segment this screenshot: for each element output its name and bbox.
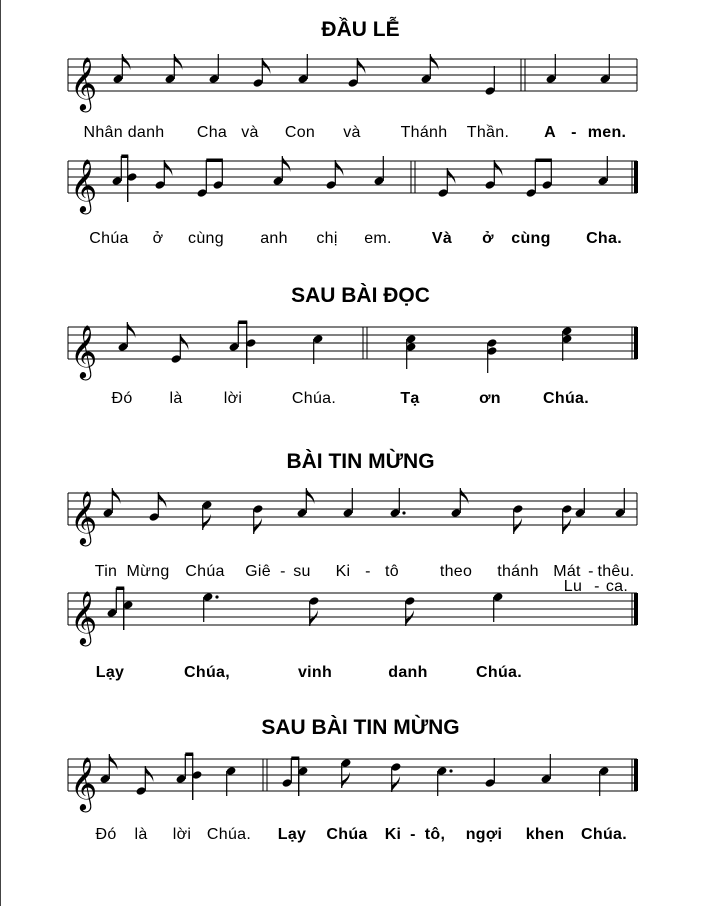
note-flag <box>306 488 314 504</box>
lyric-syllable: Thần. <box>466 124 510 141</box>
note-flag <box>310 610 318 626</box>
treble-clef: 𝄞 <box>70 490 98 544</box>
note-flag <box>262 58 270 74</box>
note-flag <box>447 168 455 184</box>
lyric-syllable: Chúa <box>326 826 368 843</box>
note-flag <box>145 766 153 782</box>
lyric-syllable: ngợi <box>465 826 503 843</box>
treble-clef: 𝄞 <box>70 56 98 110</box>
note-flag <box>254 518 262 534</box>
lyric-syllable: Chúa. <box>206 826 252 843</box>
title-bai-tin-mung: BÀI TIN MỪNG <box>286 450 435 473</box>
lyric-syllable: vinh <box>297 664 333 681</box>
lyric-syllable: là <box>134 826 148 843</box>
lyric-syllable: Chúa <box>89 230 129 247</box>
lyric-syllable: lời <box>172 826 192 843</box>
staff-bai-tin-mung-1 <box>0 482 721 552</box>
lyric-syllable: Chúa. <box>476 664 522 681</box>
lyric-syllable: Đó <box>111 390 133 407</box>
lyric-syllable: Nhân danh <box>83 124 165 141</box>
lyric-syllable: thêu. <box>597 563 635 580</box>
final-barline-thick <box>634 759 638 791</box>
note-flag <box>158 492 166 508</box>
lyric-syllable: tô, <box>424 826 446 843</box>
staff-dau-le-2 <box>0 150 721 220</box>
note-beam <box>291 757 299 761</box>
note-flag <box>122 54 130 70</box>
treble-clef: 𝄞 <box>70 324 98 378</box>
lyric-syllable: Tạ <box>400 390 420 407</box>
lyric-syllable: Chúa, <box>184 664 230 681</box>
treble-clef: 𝄞 <box>70 590 98 644</box>
lyric-syllable: cùng <box>511 230 551 247</box>
note-flag <box>112 488 120 504</box>
treble-clef: 𝄞 <box>70 158 98 212</box>
lyric-syllable: Mát <box>553 563 581 580</box>
lyric-syllable: - <box>594 578 600 595</box>
augmentation-dot <box>449 769 452 772</box>
lyric-syllable: cùng <box>188 230 224 247</box>
note-flag <box>392 776 400 792</box>
lyric-syllable: Mừng <box>126 563 170 580</box>
lyric-syllable: khen <box>525 826 565 843</box>
note-flag <box>494 160 502 176</box>
note-flag <box>164 160 172 176</box>
lyric-syllable: anh <box>260 230 288 247</box>
note-beam <box>116 587 124 591</box>
lyric-syllable: lời <box>223 390 243 407</box>
lyric-syllable: ca. <box>605 578 629 595</box>
note-flag <box>203 514 211 530</box>
lyric-syllable: Lạy <box>95 664 125 681</box>
lyric-syllable: Cha <box>196 124 228 141</box>
lyric-syllable: Lạy <box>277 826 307 843</box>
final-barline-thick <box>634 161 638 193</box>
note-beam <box>206 159 223 163</box>
lyric-syllable: - <box>410 826 416 843</box>
note-flag <box>563 518 571 534</box>
note-flag <box>282 156 290 172</box>
lyric-syllable: - <box>280 563 286 580</box>
lyric-syllable: và <box>343 124 361 141</box>
note-beam <box>185 753 193 757</box>
note-beam <box>535 159 552 163</box>
staff-sau-bai-tin-mung <box>0 748 721 818</box>
lyric-syllable: danh <box>388 664 428 681</box>
note-flag <box>342 772 350 788</box>
lyric-syllable: tô <box>385 563 399 580</box>
lyric-syllable: Cha. <box>586 230 622 247</box>
lyric-syllable: Thánh <box>400 124 448 141</box>
lyric-syllable: em. <box>364 230 392 247</box>
note-flag <box>180 334 188 350</box>
lyric-syllable: Ki <box>384 826 402 843</box>
lyric-syllable: Chúa. <box>581 826 627 843</box>
note-flag <box>406 610 414 626</box>
lyric-syllable: ở <box>482 230 494 247</box>
lyric-syllable: chị <box>316 230 338 247</box>
augmentation-dot <box>402 511 405 514</box>
lyric-syllable: Chúa. <box>543 390 589 407</box>
lyric-syllable: Con <box>284 124 316 141</box>
lyric-syllable: Chúa. <box>291 390 337 407</box>
note-flag <box>357 58 365 74</box>
lyric-syllable: Đó <box>95 826 117 843</box>
lyric-syllable: ơn <box>479 390 501 407</box>
lyric-syllable: Chúa <box>185 563 225 580</box>
lyric-syllable: - <box>365 563 371 580</box>
final-barline-thick <box>634 327 638 359</box>
title-sau-bai-doc: SAU BÀI ĐỌC <box>291 284 430 307</box>
lyric-syllable: Tin <box>94 563 118 580</box>
lyric-syllable: - <box>571 124 577 141</box>
title-sau-bai-tin-mung: SAU BÀI TIN MỪNG <box>261 716 460 739</box>
lyric-syllable: thánh <box>497 563 539 580</box>
title-dau-le: ĐẦU LỄ <box>321 18 400 41</box>
note-beam <box>121 155 128 159</box>
lyric-syllable: men. <box>587 124 627 141</box>
lyric-syllable: và <box>241 124 259 141</box>
lyric-syllable: A <box>544 124 556 141</box>
lyric-syllable: - <box>588 563 594 580</box>
treble-clef: 𝄞 <box>70 756 98 810</box>
augmentation-dot <box>215 595 218 598</box>
note-flag <box>335 160 343 176</box>
note-flag <box>174 54 182 70</box>
lyric-syllable: Giê <box>245 563 271 580</box>
staff-sau-bai-doc <box>0 316 721 386</box>
final-barline-thick <box>634 593 638 625</box>
lyric-syllable: theo <box>439 563 473 580</box>
lyric-syllable: ở <box>152 230 164 247</box>
lyric-syllable: su <box>293 563 311 580</box>
lyric-syllable: Ki <box>335 563 351 580</box>
note-flag <box>109 754 117 770</box>
note-flag <box>430 54 438 70</box>
note-beam <box>238 321 247 325</box>
note-flag <box>460 488 468 504</box>
lyric-syllable: Và <box>431 230 453 247</box>
lyric-syllable: là <box>169 390 183 407</box>
note-flag <box>514 518 522 534</box>
note-flag <box>127 322 135 338</box>
lyric-syllable: Lu <box>563 578 583 595</box>
staff-dau-le-1 <box>0 48 721 118</box>
